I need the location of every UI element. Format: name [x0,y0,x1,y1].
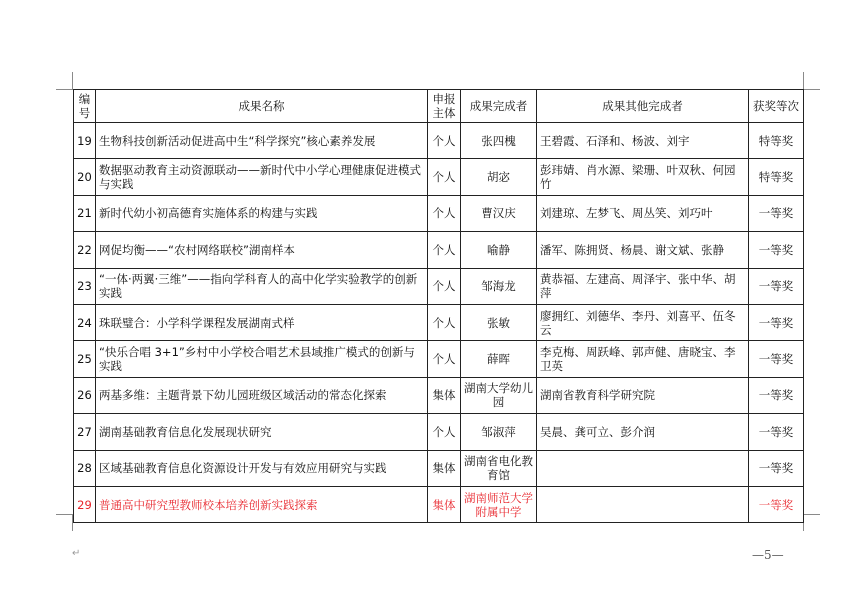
table-row [74,414,804,450]
cell-name: 数据驱动教育主动资源联动——新时代中小学心理健康促进模式与实践 [96,159,428,195]
cell-no: 25 [74,341,96,377]
table-row [74,450,804,486]
header-subject: 申报主体 [428,90,461,123]
cell-rank: 一等奖 [749,232,804,268]
table-header [74,90,804,123]
cell-rank: 特等奖 [749,123,804,159]
cell-no: 21 [74,195,96,231]
cell-main: 湖南师范大学附属中学 [461,486,537,522]
cell-rank: 一等奖 [749,268,804,304]
cell-main: 喻静 [461,232,537,268]
table-row [74,304,804,340]
header-name: 成果名称 [96,90,428,123]
cell-rank: 一等奖 [749,486,804,522]
table-row [74,159,804,195]
cell-no: 22 [74,232,96,268]
awards-table [73,89,804,523]
crop-mark-top-right-h [803,89,820,90]
cell-no: 29 [74,486,96,522]
cell-no: 20 [74,159,96,195]
cell-main: 胡宓 [461,159,537,195]
paragraph-mark: ↵ [72,548,81,559]
cell-no: 28 [74,450,96,486]
cell-others: 吴晨、龚可立、彭介润 [537,414,749,450]
crop-mark-top-left-h [56,89,73,90]
crop-mark-top-right-v [803,72,804,89]
cell-name: 珠联璧合：小学科学课程发展湖南式样 [96,304,428,340]
crop-mark-bottom-right-h [803,514,820,515]
cell-others: 湖南省教育科学研究院 [537,377,749,413]
table-body [74,123,804,523]
cell-name: 区域基础教育信息化资源设计开发与有效应用研究与实践 [96,450,428,486]
cell-rank: 一等奖 [749,377,804,413]
cell-rank: 一等奖 [749,450,804,486]
cell-rank: 一等奖 [749,304,804,340]
cell-name: 新时代幼小初高德育实施体系的构建与实践 [96,195,428,231]
crop-mark-bottom-left-h [56,514,73,515]
cell-main: 张四槐 [461,123,537,159]
header-rank: 获奖等次 [749,90,804,123]
cell-subject: 个人 [428,195,461,231]
header-no: 编号 [74,90,96,123]
cell-subject: 个人 [428,304,461,340]
cell-subject: 个人 [428,159,461,195]
cell-name: 网促均衡——“农村网络联校”湖南样本 [96,232,428,268]
cell-main: 湖南大学幼儿园 [461,377,537,413]
crop-mark-top-left-v [72,72,73,89]
cell-others: 王碧霞、石泽和、杨波、刘宇 [537,123,749,159]
table-row [74,123,804,159]
cell-name: 普通高中研究型教师校本培养创新实践探索 [96,486,428,522]
table-row [74,195,804,231]
table-row [74,341,804,377]
cell-main: 张敏 [461,304,537,340]
cell-others: 黄恭福、左建高、周泽宇、张中华、胡萍 [537,268,749,304]
cell-rank: 一等奖 [749,195,804,231]
cell-subject: 个人 [428,232,461,268]
cell-name: 两基多维：主题背景下幼儿园班级区域活动的常态化探索 [96,377,428,413]
cell-subject: 个人 [428,268,461,304]
table-row-highlighted [74,486,804,522]
cell-subject: 集体 [428,486,461,522]
cell-subject: 个人 [428,123,461,159]
cell-others: 潘军、陈拥贤、杨晨、谢文斌、张静 [537,232,749,268]
cell-others: 刘建琼、左梦飞、周丛笑、刘巧叶 [537,195,749,231]
cell-main: 邹淑萍 [461,414,537,450]
cell-rank: 一等奖 [749,341,804,377]
cell-no: 19 [74,123,96,159]
table-row [74,232,804,268]
cell-others [537,450,749,486]
cell-subject: 集体 [428,450,461,486]
cell-name: 湖南基础教育信息化发展现状研究 [96,414,428,450]
header-others: 成果其他完成者 [537,90,749,123]
cell-main: 湖南省电化教育馆 [461,450,537,486]
cell-others [537,486,749,522]
cell-others: 彭玮婧、肖水源、梁珊、叶双秋、何园竹 [537,159,749,195]
table-row [74,268,804,304]
cell-subject: 集体 [428,377,461,413]
cell-no: 26 [74,377,96,413]
cell-subject: 个人 [428,414,461,450]
cell-no: 27 [74,414,96,450]
cell-name: 生物科技创新活动促进高中生“科学探究”核心素养发展 [96,123,428,159]
cell-main: 曹汉庆 [461,195,537,231]
header-main: 成果完成者 [461,90,537,123]
cell-main: 邹海龙 [461,268,537,304]
cell-others: 廖拥红、刘德华、李丹、刘喜平、伍冬云 [537,304,749,340]
cell-rank: 特等奖 [749,159,804,195]
cell-name: “快乐合唱 3+1”乡村中小学校合唱艺术县域推广模式的创新与实践 [96,341,428,377]
cell-others: 李克梅、周跃峰、郭声健、唐晓宝、李卫英 [537,341,749,377]
cell-main: 薛晖 [461,341,537,377]
cell-subject: 个人 [428,341,461,377]
cell-rank: 一等奖 [749,414,804,450]
cell-no: 23 [74,268,96,304]
page-number: —5— [752,548,784,562]
table-row [74,377,804,413]
cell-no: 24 [74,304,96,340]
cell-name: “一体·两翼·三维”——指向学科育人的高中化学实验教学的创新实践 [96,268,428,304]
